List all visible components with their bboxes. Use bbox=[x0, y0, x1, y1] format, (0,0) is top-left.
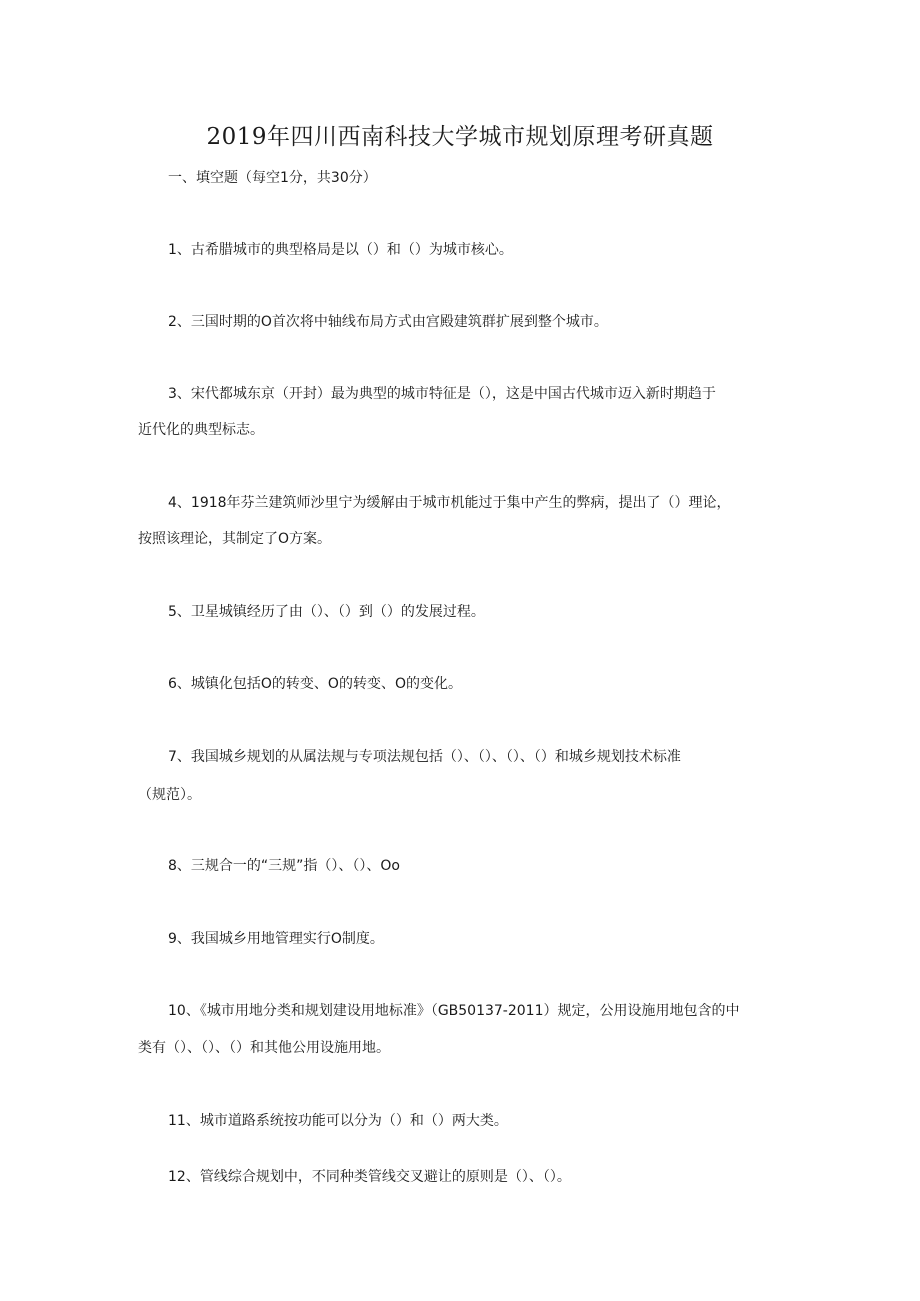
question-4-line-1: 4、1918年芬兰建筑师沙里宁为缓解由于城市机能过于集中产生的弊病，提出了（）理论， bbox=[168, 495, 731, 511]
question-10-line-2: 类有（）、（）、（）和其他公用设施用地。 bbox=[138, 1040, 390, 1056]
document-title: 2019年四川西南科技大学城市规划原理考研真题 bbox=[206, 124, 714, 150]
question-8-line-1: 8、三规合一的“三规”指（）、（）、Oo bbox=[168, 858, 400, 874]
question-10-line-1: 10、《城市用地分类和规划建设用地标准》（GB50137-2011）规定，公用设施用地包含的中 bbox=[168, 1003, 740, 1019]
question-9-line-1: 9、我国城乡用地管理实行O制度。 bbox=[168, 931, 384, 947]
question-2-line-1: 2、三国时期的O首次将中轴线布局方式由宫殿建筑群扩展到整个城市。 bbox=[168, 314, 608, 330]
question-12-line-1: 12、管线综合规划中，不同种类管线交叉避让的原则是（）、（）。 bbox=[168, 1169, 571, 1185]
question-3-line-1: 3、宋代都城东京（开封）最为典型的城市特征是（），这是中国古代城市迈入新时期趋于 bbox=[168, 386, 716, 402]
question-3-line-2: 近代化的典型标志。 bbox=[138, 422, 264, 438]
question-6-line-1: 6、城镇化包括O的转变、O的转变、O的变化。 bbox=[168, 676, 462, 692]
question-7-line-2: （规范）。 bbox=[138, 787, 201, 803]
question-11-line-1: 11、城市道路系统按功能可以分为（）和（）两大类。 bbox=[168, 1113, 508, 1129]
question-4-line-2: 按照该理论，其制定了O方案。 bbox=[138, 531, 332, 547]
question-5-line-1: 5、卫星城镇经历了由（）、（）到（）的发展过程。 bbox=[168, 604, 485, 620]
question-7-line-1: 7、我国城乡规划的从属法规与专项法规包括（）、（）、（）、（）和城乡规划技术标准 bbox=[168, 749, 681, 765]
question-1-line-1: 1、古希腊城市的典型格局是以（）和（）为城市核心。 bbox=[168, 242, 513, 258]
section-heading: 一、填空题（每空1分，共30分） bbox=[168, 170, 377, 186]
